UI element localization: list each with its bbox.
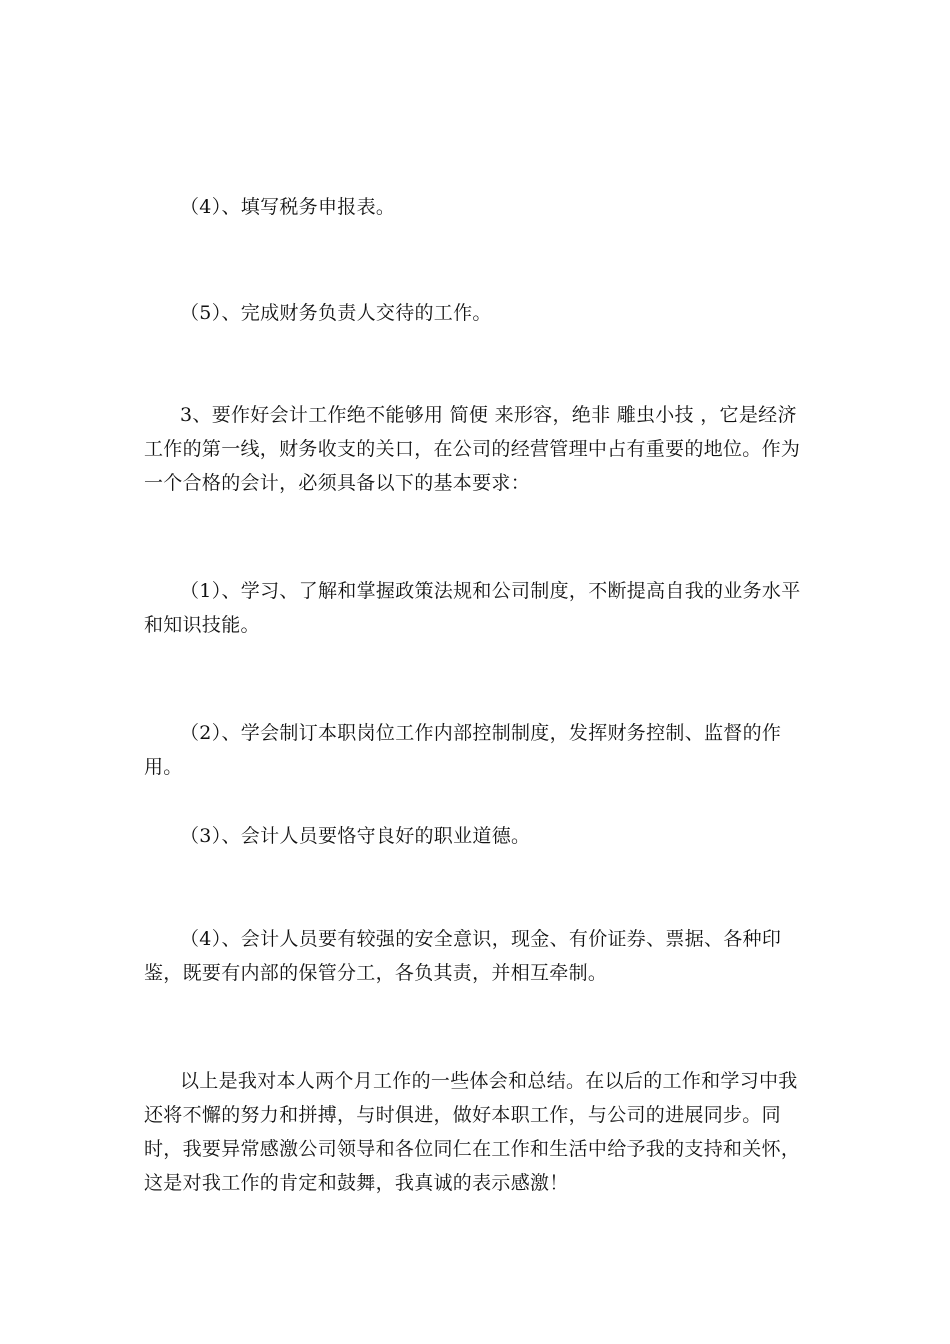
list-item-tax-filing: （4）、填写税务申报表。 [180, 196, 396, 218]
paragraph-accounting-requirements: 3、要作好会计工作绝不能够用 简便 来形容，绝非 雕虫小技 ，它是经济工作的第一线，财务收支的关口，在公司的经营管理中占有重要的地位。作为一个合格的会计，必须具备以下的基本要求： [144, 404, 801, 494]
paragraph-conclusion: 以上是我对本人两个月工作的一些体会和总结。在以后的工作和学习中我还将不懈的努力和拼搏，与时俱进，做好本职工作，与公司的进展同步。同时，我要异常感激公司领导和各位同仁在工作和生活中给予我的支持和关怀，这是对我工作的肯定和鼓舞，我真诚的表示感激！ [144, 1070, 801, 1194]
list-item-assigned-work: （5）、完成财务负责人交待的工作。 [180, 302, 492, 324]
list-item-ethics: （3）、会计人员要恪守良好的职业道德。 [180, 825, 531, 847]
list-item-learning: （1）、学习、了解和掌握政策法规和公司制度，不断提高自我的业务水平和知识技能。 [144, 580, 801, 636]
list-item-security: （4）、会计人员要有较强的安全意识，现金、有价证券、票据、各种印鉴，既要有内部的保管分工，各负其责，并相互牵制。 [144, 928, 782, 984]
list-item-internal-control: （2）、学会制订本职岗位工作内部控制制度，发挥财务控制、监督的作用。 [144, 722, 782, 778]
